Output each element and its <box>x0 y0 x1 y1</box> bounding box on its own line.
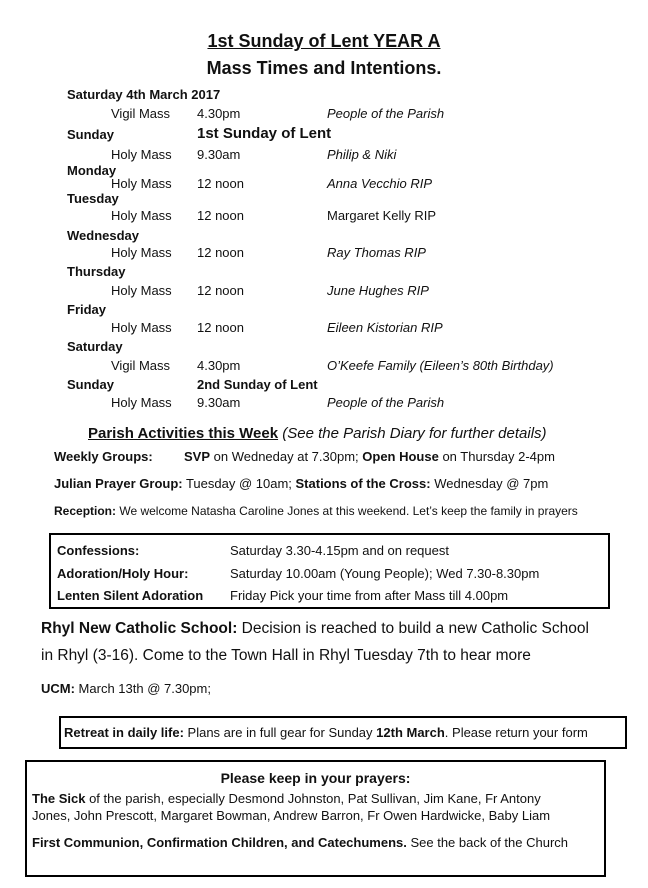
school-line-2: in Rhyl (3-16). Come to the Town Hall in Rhyl Tuesday 7th to hear more <box>41 647 531 664</box>
schedule-day: Sunday <box>67 127 114 142</box>
mass-time: 4.30pm <box>197 106 241 121</box>
devotions-box <box>49 533 610 609</box>
mass-label: Vigil Mass <box>111 106 171 121</box>
confessions-label: Confessions: <box>57 543 140 558</box>
mass-label: Holy Mass <box>111 395 172 410</box>
mass-time: 12 noon <box>197 283 244 298</box>
mass-time: 12 noon <box>197 176 244 191</box>
stations-label: Stations of the Cross: <box>295 476 431 491</box>
mass-time: 9.30am <box>197 147 241 162</box>
stations-text: Wednesday @ 7pm <box>430 476 549 491</box>
reception-text: We welcome Natasha Caroline Jones at this weekend. Let’s keep the family in prayers <box>116 504 578 518</box>
mass-label: Holy Mass <box>111 176 172 191</box>
prayers-heading: Please keep in your prayers: <box>220 770 411 786</box>
activities-heading-note: (See the Parish Diary for further details) <box>282 425 547 442</box>
school-text-1: Decision is reached to build a new Catholic School <box>237 620 589 637</box>
activities-heading: Parish Activities this Week <box>88 425 279 442</box>
julian-text: Tuesday @ 10am; <box>182 476 296 491</box>
retreat-date: 12th March <box>376 725 445 740</box>
confessions-value: Saturday 3.30-4.15pm and on request <box>230 543 449 558</box>
retreat-text-2: . Please return your form <box>444 725 588 740</box>
schedule-day: Friday <box>67 302 107 317</box>
mass-time: 12 noon <box>197 208 244 223</box>
retreat-line <box>64 725 588 740</box>
activities-heading-line <box>88 425 547 442</box>
sick-line-2: Jones, John Prescott, Margaret Bowman, Andrew Barron, Fr Owen Hardwicke, Baby Liam <box>32 808 551 823</box>
mass-intention: June Hughes RIP <box>327 283 429 298</box>
schedule-first-date: Saturday 4th March 2017 <box>67 87 221 102</box>
julian-label: Julian Prayer Group: <box>54 476 183 491</box>
schedule-day: Saturday <box>67 339 123 354</box>
mass-label: Holy Mass <box>111 245 172 260</box>
communion-text: See the back of the Church <box>406 835 569 850</box>
communion-line <box>32 835 568 850</box>
mass-intention: Ray Thomas RIP <box>327 245 426 260</box>
mass-time: 12 noon <box>197 320 244 335</box>
mass-intention: Philip & Niki <box>327 147 397 162</box>
lenten-adoration-label: Lenten Silent Adoration <box>57 588 204 603</box>
mass-intention: O’Keefe Family (Eileen’s 80th Birthday) <box>327 358 554 373</box>
weekly-groups-line <box>54 449 153 464</box>
lenten-adoration-value: Friday Pick your time from after Mass till 4.00pm <box>230 588 509 603</box>
svp-label: SVP <box>184 449 211 464</box>
ucm-label: UCM: <box>41 681 75 696</box>
retreat-box <box>59 716 627 749</box>
school-label: Rhyl New Catholic School: <box>41 620 238 637</box>
mass-label: Holy Mass <box>111 320 172 335</box>
open-house-label: Open House <box>362 449 439 464</box>
schedule-day: Wednesday <box>67 228 140 243</box>
mass-intention: Margaret Kelly RIP <box>327 208 437 223</box>
schedule-day: Tuesday <box>67 191 119 206</box>
mass-label: Holy Mass <box>111 283 172 298</box>
communion-label: First Communion, Confirmation Children, and Catechumens. <box>32 835 407 850</box>
mass-intention: People of the Parish <box>327 106 445 121</box>
adoration-label: Adoration/Holy Hour: <box>57 566 189 581</box>
adoration-value: Saturday 10.00am (Young People); Wed 7.30-8.30pm <box>230 566 540 581</box>
schedule-day: Sunday <box>67 377 114 392</box>
schedule-day: Monday <box>67 163 117 178</box>
mass-label: Holy Mass <box>111 147 172 162</box>
open-house-text: on Thursday 2-4pm <box>438 449 555 464</box>
mass-intention: People of the Parish <box>327 395 445 410</box>
page-title: 1st Sunday of Lent YEAR A <box>207 31 441 51</box>
retreat-text-1: Plans are in full gear for Sunday <box>183 725 377 740</box>
school-line-1 <box>41 620 589 638</box>
ucm-line <box>41 681 211 696</box>
mass-time: 12 noon <box>197 245 244 260</box>
retreat-label: Retreat in daily life: <box>64 725 184 740</box>
schedule-feast: 1st Sunday of Lent <box>197 125 332 142</box>
svp-text: on Wedneday at 7.30pm; <box>210 449 363 464</box>
sick-line-1 <box>32 791 541 806</box>
mass-time: 4.30pm <box>197 358 241 373</box>
reception-line <box>54 504 578 518</box>
sick-label: The Sick <box>32 791 86 806</box>
weekly-groups-label: Weekly Groups: <box>54 449 153 464</box>
mass-intention: Anna Vecchio RIP <box>327 176 433 191</box>
sick-text-1: of the parish, especially Desmond Johnston, Pat Sullivan, Jim Kane, Fr Antony <box>85 791 541 806</box>
ucm-text: March 13th @ 7.30pm; <box>74 681 211 696</box>
weekly-groups-text <box>184 449 555 464</box>
mass-label: Vigil Mass <box>111 358 171 373</box>
mass-intention: Eileen Kistorian RIP <box>327 320 443 335</box>
julian-line <box>54 476 548 491</box>
mass-label: Holy Mass <box>111 208 172 223</box>
page-subtitle: Mass Times and Intentions. <box>206 58 442 78</box>
prayers-box <box>25 760 606 877</box>
schedule-feast: 2nd Sunday of Lent <box>197 377 318 392</box>
schedule-day: Thursday <box>67 264 126 279</box>
mass-time: 9.30am <box>197 395 241 410</box>
reception-label: Reception: <box>54 504 117 518</box>
